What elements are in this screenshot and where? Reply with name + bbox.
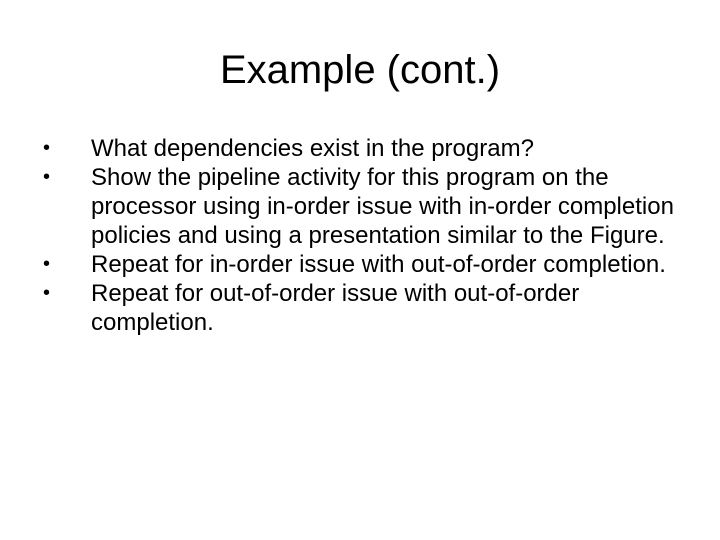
bullet-text: Repeat for in-order issue with out-of-order completion.: [91, 251, 666, 278]
bullet-item: [0, 163, 681, 250]
bullet-item: [0, 134, 681, 163]
slide-title: Example (cont.): [219, 48, 501, 92]
bullet-text: Show the pipeline activity for this program on the processor using in-order issue with in-order completion policies and using a presentation similar to the Figure.: [91, 164, 674, 249]
bullet-marker-icon: •: [43, 166, 51, 188]
bullet-text: Repeat for out-of-order issue with out-of-order completion.: [91, 280, 580, 336]
bullet-marker-icon: •: [43, 282, 51, 304]
bullet-item: [0, 250, 681, 279]
bullet-text: What dependencies exist in the program?: [91, 135, 534, 162]
bullet-marker-icon: •: [43, 137, 51, 159]
bullet-list: [0, 134, 720, 337]
bullet-marker-icon: •: [43, 253, 51, 275]
bullet-item: [0, 279, 681, 337]
